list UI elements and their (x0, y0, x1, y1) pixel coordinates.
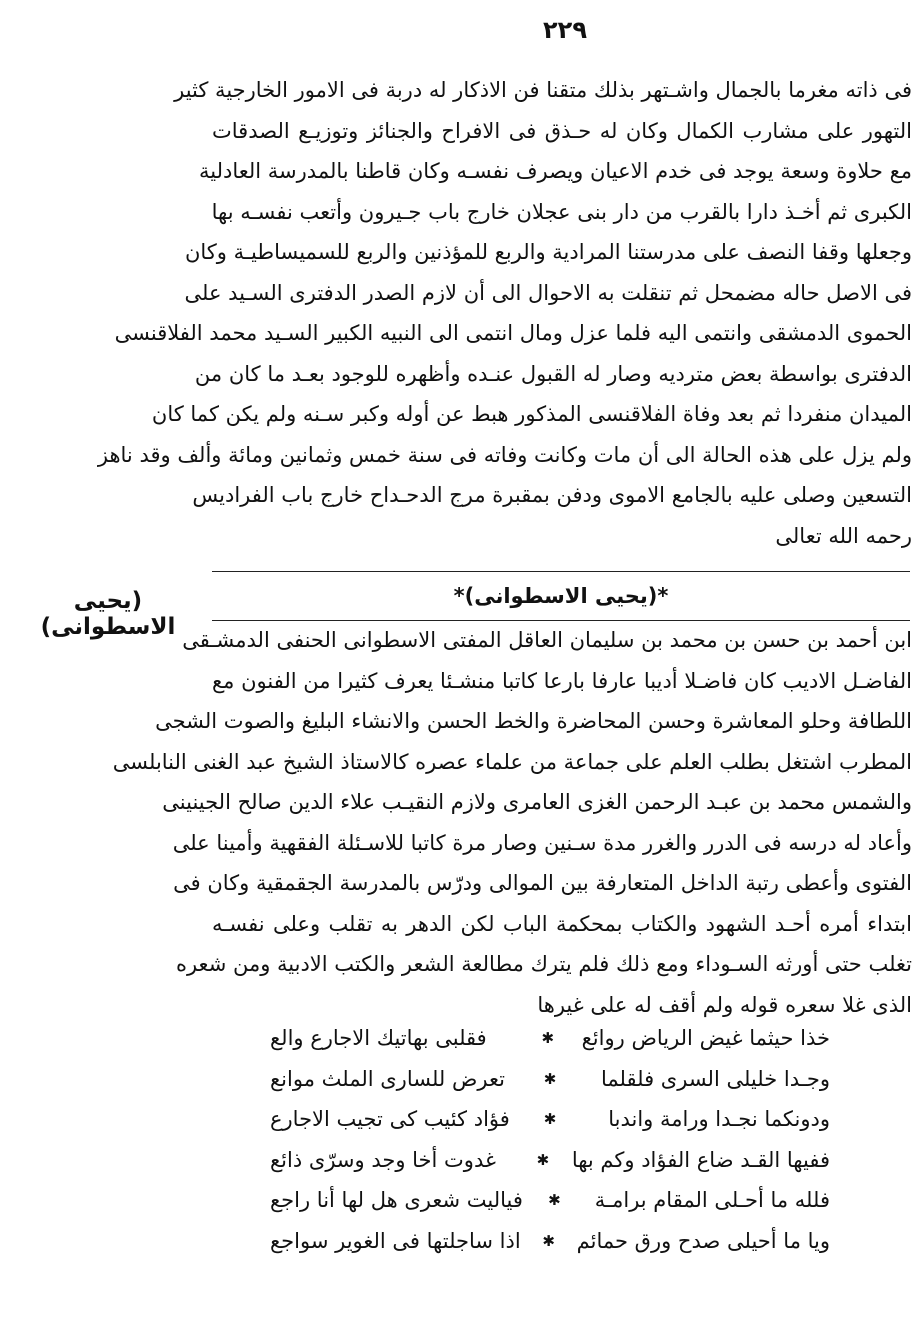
verse-second-hemistich: فؤاد كئيب كى تجيب الاجارع (270, 1107, 510, 1132)
text-line: وأعاد له درسه فى الدرر والغرر مدة سـنين وصار مرة كاتبا للاسـئلة الفقهية وأمينا على (172, 830, 912, 855)
verse-first-hemistich: ويا ما أحيلى صدح ورق حمائم (576, 1228, 830, 1253)
text-line: الحموى الدمشقى وانتمى اليه فلما عزل ومال انتمى الى النبيه الكبير السـيد محمد الفلاقنسى (114, 321, 912, 345)
verse-first-hemistich: وجـدا خليلى السرى فلقلما (601, 1066, 830, 1091)
verse-separator: ✱ (548, 1191, 561, 1210)
verse-first-hemistich: خذا حيثما غيض الرياض روائع (581, 1026, 830, 1051)
verse-separator: ✱ (541, 1029, 555, 1048)
text-line: اللطافة وحلو المعاشرة وحسن المحاضرة والخط الحسن والانشاء البليغ والصوت الشجى (155, 709, 912, 733)
text-line: مع حلاوة وسعة يوجد فى خدم الاعيان ويصرف نفسـه وكان قاطنا بالمدرسة العادلية (199, 159, 912, 183)
verse-second-hemistich: تعرض للسارى الملث موانع (270, 1066, 505, 1091)
poem-verse (270, 1059, 830, 1100)
section-divider (212, 571, 910, 572)
page-number: ٢٢٩ (543, 16, 587, 44)
text-line: فى ذاته مغرما بالجمال واشـتهر بذلك متقنا فن الاذكار له دربة فى الامور الخارجية كثير (174, 78, 912, 102)
text-line: وجعلها وقفا النصف على مدرستنا المرادية والربع للمؤذنين والربع للسميساطيـة وكان (184, 240, 912, 264)
text-line: تغلب حتى أورثه السـوداء ومع ذلك فلم يترك مطالعة الشعر والكتب الادبية ومن شعره (175, 952, 912, 976)
text-line: الذى غلا سعره قوله ولم أقف له على غيرها (537, 992, 912, 1017)
text-line: الدفترى بواسطة بعض مترديه وصار له القبول عنـده وأظهره للوجود بعـد ما كان من (194, 361, 912, 386)
text-line: التهور على مشارب الكمال وكان له حـذق فى الافراح والجنائز وتوزيـع الصدقات (212, 118, 912, 143)
verse-separator: ✱ (543, 1110, 557, 1129)
verse-first-hemistich: ودونكما نجـدا ورامة واندبا (608, 1107, 830, 1132)
text-line: الكبرى ثم أخـذ دارا بالقرب من دار بنى عجلان خارج باب جـيرون وأتعب نفسـه بها (211, 199, 912, 224)
verse-separator: ✱ (536, 1150, 550, 1169)
text-line: والشمس محمد بن عبـد الرحمن الغزى العامرى ولازم النقيـب علاء الدين صالح الجينينى (162, 790, 912, 814)
poem-verse (270, 1018, 830, 1059)
verse-second-hemistich: غدوت أخا وجد وسرّى ذائع (270, 1147, 496, 1172)
margin-note: (يحيى الاسطوانى) (40, 588, 176, 640)
verse-separator: ✱ (542, 1231, 555, 1250)
text-line: فى الاصل حاله مضمحل ثم تنقلت به الاحوال الى أن لازم الصدر الدفترى السـيد على (184, 280, 912, 305)
poem-verse (270, 1140, 830, 1181)
verse-first-hemistich: فلله ما أحـلى المقام برامـة (594, 1188, 830, 1213)
poem-verse (270, 1099, 830, 1140)
text-line: ولم يزل على هذه الحالة الى أن مات وكانت وفاته فى سنة خمس وثمانين ومائة وألف وقد ناهز (97, 442, 912, 467)
section-heading: *(يحيى الاسطوانى)* (453, 584, 669, 608)
biography-yahya (112, 620, 912, 1025)
biography-continuation (97, 70, 912, 556)
verse-second-hemistich: فياليت شعرى هل لها أنا راجع (270, 1188, 523, 1213)
text-line: رحمه الله تعالى (775, 523, 912, 548)
verse-first-hemistich: ففيها القـد ضاع الفؤاد وكم بها (571, 1147, 830, 1172)
poem-verse (270, 1221, 830, 1262)
verse-second-hemistich: اذا ساجلتها فى الغوير سواجع (270, 1228, 521, 1253)
text-line: التسعين وصلى عليه بالجامع الاموى ودفن بمقبرة مرج الدحـداح خارج باب الفراديس (192, 483, 912, 507)
text-line: المطرب اشتغل بطلب العلم على جماعة من علماء عصره كالاستاذ الشيخ عبد الغنى النابلسى (112, 749, 912, 774)
poem (270, 1018, 830, 1261)
text-line: الميدان منفردا ثم بعد وفاة الفلاقنسى المذكور هبط عن أوله وكبر سـنه ولم يكن كما كان (151, 402, 912, 426)
text-line: الفتوى وأعطى رتبة الداخل المتعارفة بين الموالى ودرّس بالمدرسة الجقمقية وكان فى (173, 871, 912, 895)
verse-second-hemistich: فقلبى بهاتيك الاجارع والع (270, 1026, 487, 1051)
verse-separator: ✱ (543, 1069, 557, 1088)
text-line: ابتداء أمره أحـد الشهود والكتاب بمحكمة الباب لكن الدهر به تقلب وعلى نفسـه (212, 911, 912, 936)
poem-verse (270, 1180, 830, 1221)
text-line: ابن أحمد بن حسن بن محمد بن سليمان العاقل المفتى الاسطوانى الحنفى الدمشـقى (182, 628, 912, 652)
text-line: الفاضـل الاديب كان فاضـلا أديبا عارفا بارعا كاتبا منشـئا يعرف كثيرا من الفنون مع (212, 668, 912, 693)
